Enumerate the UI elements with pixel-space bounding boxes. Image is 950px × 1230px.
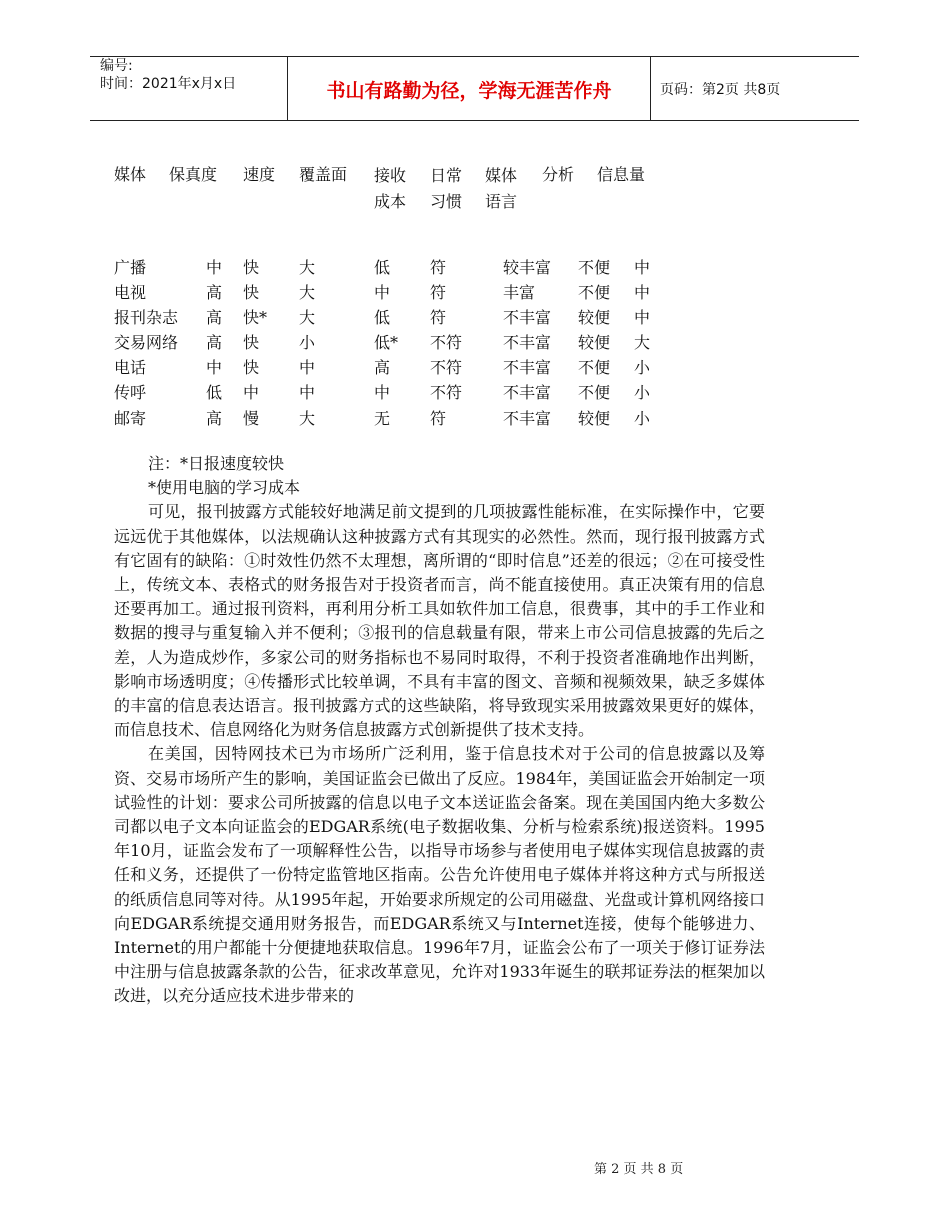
table-cell: 快* (243, 308, 268, 327)
table-cell: 电视 (114, 283, 147, 302)
table-cell: 大 (299, 258, 316, 277)
table-cell: 大 (634, 333, 651, 352)
table-cell: 大 (299, 409, 316, 428)
table-cell: 不丰富 (503, 333, 552, 352)
table-cell: 快 (243, 333, 260, 352)
table-cell: 高 (374, 358, 391, 377)
table-cell: 小 (634, 409, 651, 428)
table-cell: 较丰富 (503, 258, 552, 277)
table-cell: 低 (374, 308, 391, 327)
paragraph: 在美国，因特网技术已为市场所广泛利用，鉴于信息技术对于公司的信息披露以及筹资、交易市场所产生的影响，美国证监会已做出了反应。1984年，美国证监会开始制定一项试验性的计划：要求公司所披露的信息以电子文本送证监会备案。现在美国国内绝大多数公司都以电子文本向证监会的EDGAR系统(电子数据收集、分析与检索系统)报送资料。1995年10月，证监会发布了一项解释性公告，以指导市场参与者使用电子媒体实现信息披露的责任和义务，还提供了一份特定监管地区指南。公告允许使用电子媒体并将这种方式与所报送的纸质信息同等对待。从1995年起，开始要求所规定的公司用磁盘、光盘或计算机网络接口向EDGAR系统提交通用财务报告，而EDGAR系统又与Internet连接，使每个能够进力、Internet的用户都能十分便捷地获取信息。1996年7月，证监会公布了一项关于修订证券法中注册与信息披露条款的公告，征求改革意见，允许对1933年诞生的联邦证券法的框架加以改进，以充分适应技术进步带来的 (114, 744, 765, 1006)
table-cell: 中 (374, 383, 391, 402)
table-cell: 不符 (430, 358, 463, 377)
table-cell: 低 (374, 258, 391, 277)
table-cell: 不丰富 (503, 409, 552, 428)
table-cell: 邮寄 (114, 409, 147, 428)
table-cell: 符 (430, 308, 447, 327)
table-header-cell: 媒体 (114, 165, 147, 184)
table-cell: 中 (206, 258, 223, 277)
body-text (114, 452, 765, 1009)
table-cell: 不丰富 (503, 358, 552, 377)
table-cell: 不符 (430, 333, 463, 352)
table-cell: 符 (430, 409, 447, 428)
table-cell: 不便 (578, 383, 611, 402)
table-cell: 中 (634, 283, 651, 302)
table-cell: 电话 (114, 358, 147, 377)
table-cell: 不便 (578, 358, 611, 377)
table-cell: 低 (206, 383, 223, 402)
table-cell: 小 (634, 358, 651, 377)
table-cell: 高 (206, 308, 223, 327)
table-cell: 广播 (114, 258, 147, 277)
time-label: 时间：2021年x月x日 (100, 76, 237, 92)
table-cell: 丰富 (503, 283, 536, 302)
table-cell: 低* (374, 333, 399, 352)
table-cell: 不便 (578, 283, 611, 302)
table-cell: 高 (206, 333, 223, 352)
table-cell: 报刊杂志 (114, 308, 179, 327)
table-cell: 较便 (578, 333, 611, 352)
page-info: 页码：第2页 共8页 (660, 82, 781, 98)
table-cell: 小 (299, 333, 316, 352)
table-cell: 不符 (430, 383, 463, 402)
table-cell: 交易网络 (114, 333, 179, 352)
table-cell: 高 (206, 409, 223, 428)
number-label: 编号: (100, 58, 133, 74)
table-cell: 不丰富 (503, 308, 552, 327)
table-header-cell: 信息量 (597, 165, 646, 184)
table-cell: 中 (299, 358, 316, 377)
table-cell: 较便 (578, 308, 611, 327)
table-cell: 传呼 (114, 383, 147, 402)
table-header-cell: 覆盖面 (299, 165, 348, 184)
table-header-cell: 保真度 (169, 165, 218, 184)
table-cell: 符 (430, 258, 447, 277)
table-cell: 符 (430, 283, 447, 302)
table-cell: 中 (634, 308, 651, 327)
table-header-cell: 速度 (243, 165, 276, 184)
table-cell: 中 (299, 383, 316, 402)
table-cell: 中 (243, 383, 260, 402)
table-cell: 高 (206, 283, 223, 302)
table-cell: 中 (374, 283, 391, 302)
header-meta (100, 57, 236, 93)
table-header-cell: 分析 (542, 165, 575, 184)
table-cell: 较便 (578, 409, 611, 428)
table-cell: 不丰富 (503, 383, 552, 402)
header-motto: 书山有路勤为径，学海无涯苦作舟 (326, 80, 612, 102)
table-header-cell: 媒体语言 (485, 166, 518, 211)
table-header-cell: 接收成本 (374, 166, 407, 211)
table-cell: 大 (299, 308, 316, 327)
table-cell: 大 (299, 283, 316, 302)
table-cell: 无 (374, 409, 391, 428)
page-footer: 第 2 页 共 8 页 (594, 1162, 684, 1177)
table-cell: 小 (634, 383, 651, 402)
table-cell: 中 (634, 258, 651, 277)
note-line: *使用电脑的学习成本 (148, 478, 301, 498)
table-cell: 快 (243, 358, 260, 377)
table-cell: 不便 (578, 258, 611, 277)
header-divider-right (650, 56, 651, 120)
paragraph: 可见，报刊披露方式能较好地满足前文提到的几项披露性能标准，在实际操作中，它要远远优于其他媒体，以法规确认这种披露方式有其现实的必然性。然而，现行报刊披露方式有它固有的缺陷：①时效性仍然不太理想，离所谓的“即时信息”还差的很远；②在可接受性上，传统文本、表格式的财务报告对于投资者而言，尚不能直接使用。真正决策有用的信息还要再加工。通过报刊资料，再利用分析工具如软件加工信息，很费事，其中的手工作业和数据的搜寻与重复输入并不便利；③报刊的信息载量有限，带来上市公司信息披露的先后之差，人为造成炒作，多家公司的财务指标也不易同时取得，不利于投资者准确地作出判断，影响市场透明度；④传播形式比较单调，不具有丰富的图文、音频和视频效果，缺乏多媒体的丰富的信息表达语言。报刊披露方式的这些缺陷，将导致现实采用披露效果更好的媒体，而信息技术、信息网络化为财务信息披露方式创新提供了技术支持。 (114, 502, 765, 740)
note-line: 注：*日报速度较快 (148, 454, 285, 473)
table-cell: 慢 (243, 409, 260, 428)
table-header-cell: 日常习惯 (430, 166, 463, 211)
table-cell: 中 (206, 358, 223, 377)
table-cell: 快 (243, 258, 260, 277)
header-bottom-rule (90, 120, 859, 121)
table-cell: 快 (243, 283, 260, 302)
